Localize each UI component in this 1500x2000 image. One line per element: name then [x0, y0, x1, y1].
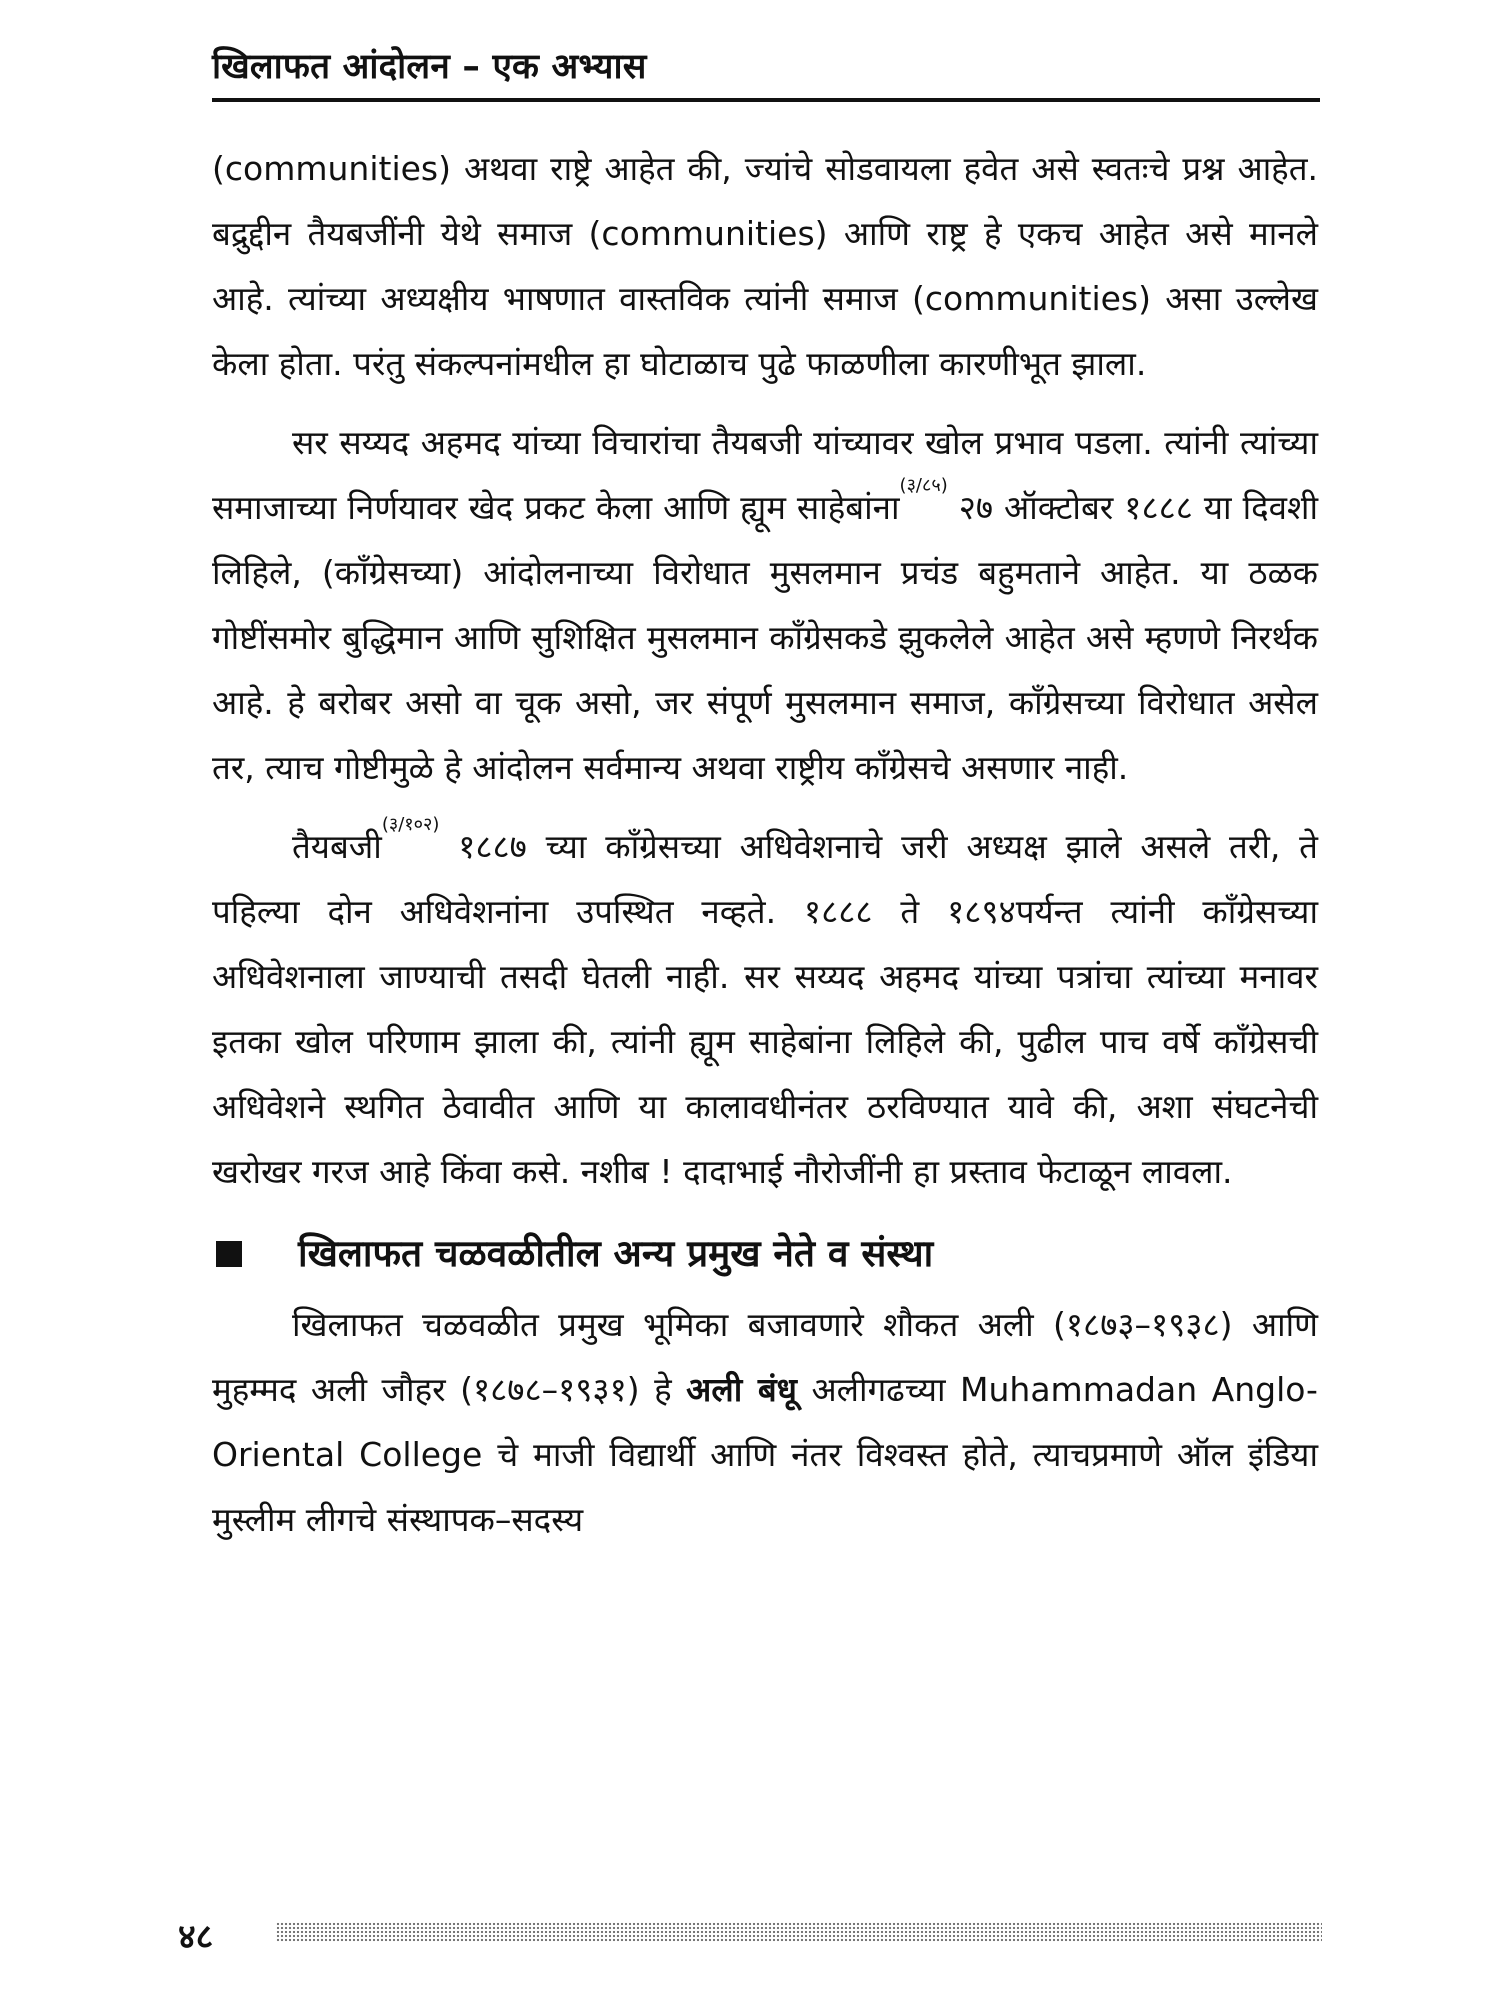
section-heading-text: खिलाफत चळवळीतील अन्य प्रमुख नेते व संस्था — [298, 1232, 934, 1275]
paragraph-4-text-b: अलीगढच्या Muhammadan Anglo-Oriental College चे माजी विद्यार्थी आणि नंतर विश्वस्त होते, त्याचप्रमाणे ऑल इंडिया मुस्लीम लीगचे संस्थापक–सदस्य — [212, 1370, 1318, 1539]
paragraph-1: (communities) अथवा राष्ट्रे आहेत की, ज्यांचे सोडवायला हवेत असे स्वतःचे प्रश्न आहेत. बद्रुद्दीन तैयबजींनी येथे समाज (communities) आणि राष्ट्र हे एकच आहेत असे मानले आहे. त्यांच्या अध्यक्षीय भाषणात वास्तविक त्यांनी समाज (communities) असा उल्लेख केला होता. परंतु संकल्पनांमधील हा घोटाळाच पुढे फाळणीला कारणीभूत झाला. — [212, 149, 1318, 383]
section-heading — [212, 1224, 1318, 1284]
paragraph-2 — [212, 410, 1318, 800]
running-header-title: खिलाफत आंदोलन – एक अभ्यास — [212, 47, 647, 87]
paragraph-2-text-a: सर सय्यद अहमद यांच्या विचारांचा तैयबजी यांच्यावर खोल प्रभाव पडला. त्यांनी त्यांच्या समाजाच्या निर्णयावर खेद प्रकट केला आणि ह्यूम साहेबांना — [212, 423, 1318, 527]
header-rule — [212, 98, 1320, 102]
bold-term-ali-brothers: अली बंधू — [686, 1370, 797, 1409]
footnote-reference: (३/१०२) — [381, 814, 440, 835]
paragraph-4 — [212, 1292, 1318, 1552]
square-bullet-icon — [216, 1241, 242, 1267]
footer-decorative-band — [276, 1922, 1322, 1942]
paragraph-3-text-b: १८८७ च्या काँग्रेसच्या अधिवेशनाचे जरी अध्यक्ष झाले असले तरी, ते पहिल्या दोन अधिवेशनांना उपस्थित नव्हते. १८८८ ते १८९४पर्यन्त त्यांनी काँग्रेसच्या अधिवेशनाला जाण्याची तसदी घेतली नाही. सर सय्यद अहमद यांच्या पत्रांचा त्यांच्या मनावर इतका खोल परिणाम झाला की, त्यांनी ह्यूम साहेबांना लिहिले की, पुढील पाच वर्षे काँग्रेसची अधिवेशने स्थगित ठेवावीत आणि या कालावधीनंतर ठरविण्यात यावे की, अशा संघटनेची खरोखर गरज आहे किंवा कसे. नशीब ! दादाभाई नौरोजींनी हा प्रस्ताव फेटाळून लावला. — [212, 827, 1318, 1191]
page-number: ४८ — [178, 1917, 214, 1957]
paragraph-3-text-a: तैयबजी — [292, 827, 382, 866]
page-body — [212, 136, 1318, 1552]
footnote-reference: (३/८५) — [899, 475, 948, 496]
paragraph-2-text-b: २७ ऑक्टोबर १८८८ या दिवशी लिहिले, (काँग्रेसच्या) आंदोलनाच्या विरोधात मुसलमान प्रचंड बहुमताने आहेत. या ठळक गोष्टींसमोर बुद्धिमान आणि सुशिक्षित मुसलमान काँग्रेसकडे झुकलेले आहेत असे म्हणणे निरर्थक आहे. हे बरोबर असो वा चूक असो, जर संपूर्ण मुसलमान समाज, काँग्रेसच्या विरोधात असेल तर, त्याच गोष्टीमुळे हे आंदोलन सर्वमान्य अथवा राष्ट्रीय काँग्रेसचे असणार नाही. — [212, 488, 1319, 787]
paragraph-4-text-a: खिलाफत चळवळीत प्रमुख भूमिका बजावणारे शौकत अली (१८७३–१९३८) आणि मुहम्मद अली जौहर (१८७८–१९३१) हे — [212, 1305, 1318, 1409]
paragraph-3 — [212, 814, 1318, 1204]
